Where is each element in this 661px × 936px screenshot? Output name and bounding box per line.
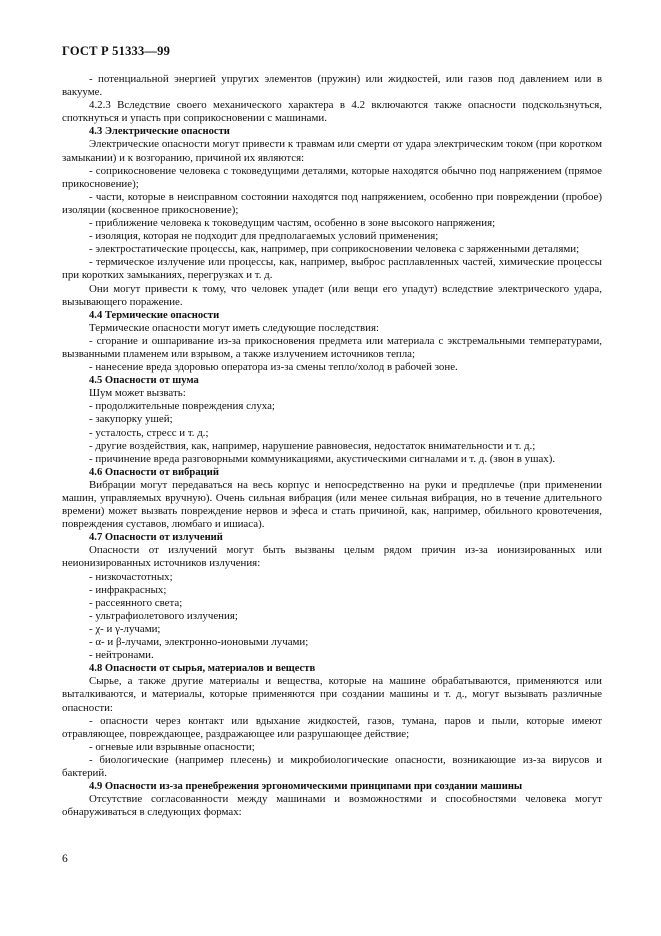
paragraph: Электрические опасности могут привести к травмам или смерти от удара электрическим током (при коротком замыкании) и к возгоранию, причиной их являются: [62,138,602,164]
paragraph: Они могут привести к тому, что человек упадет (или вещи его упадут) вследствие электрического удара, вызывающего поражение. [62,282,602,308]
paragraph: - продолжительные повреждения слуха; [89,400,275,413]
paragraph: - сгорание и ошпаривание из-за прикосновения предмета или материала с экстремальными температурами, вызванными пламенем или взрывом, а также излучением источников тепла; [62,334,602,360]
document-body [62,73,602,819]
paragraph: Вибрации могут передаваться на весь корпус и непосредственно на руки и предплечье (при применении машин, управляемых вручную). Очень сильная вибрация (или менее сильная вибрация, но в течение длительного времени) может вызвать повреждение нервов и эфеса и стать причиной, как, например, обильного кровотечения, повреждения суставов, люмбаго и ишиаса). [62,478,602,531]
section-heading: 4.7 Опасности от излучений [89,532,223,544]
section-heading: 4.9 Опасности из-за пренебрежения эргономическими принципами при создании машины [89,781,523,793]
section-heading: 4.8 Опасности от сырья, материалов и веществ [89,663,316,675]
paragraph: - усталость, стресс и т. д.; [89,426,209,439]
paragraph: Термические опасности могут иметь следующие последствия: [89,321,380,334]
paragraph: - рассеянного света; [89,596,183,609]
paragraph: - ультрафиолетового излучения; [89,609,238,622]
paragraph: - термическое излучение или процессы, как, например, выброс расплавленных частей, химические процессы при коротких замыканиях, перегрузках и т. д. [62,256,602,282]
paragraph: - причинение вреда разговорными коммуникациями, акустическими сигналами и т. д. (звон в ушах). [89,452,556,465]
paragraph: 4.2.3 Вследствие своего механического характера в 4.2 включаются также опасности подскользнуться, споткнуться и упасть при соприкосновении с машинами. [62,99,602,125]
paragraph: - изоляция, которая не подходит для предполагаемых условий применения; [89,230,439,243]
paragraph: - другие воздействия, как, например, нарушение равновесия, недостаток внимательности и т. д.; [89,439,536,452]
paragraph: - α- и β-лучами, электронно-ионовыми лучами; [89,636,309,649]
paragraph: - χ- и γ-лучами; [89,622,161,635]
paragraph: Шум может вызвать: [89,387,186,400]
paragraph: - огневые или взрывные опасности; [89,740,255,753]
paragraph: Сырье, а также другие материалы и вещества, которые на машине обрабатываются, применяются или выталкиваются, и материалы, которые применяются при создании машины и т. д., могут вызывать различные опасности: [62,675,602,714]
paragraph: Опасности от излучений могут быть вызваны целым рядом причин из-за ионизированных или неионизированных источников излучения: [62,544,602,570]
page-number: 6 [62,853,68,865]
paragraph: - приближение человека к токоведущим частям, особенно в зоне высокого напряжения; [89,217,496,230]
paragraph: - низкочастотных; [89,570,173,583]
paragraph: - нейтронами. [89,649,154,662]
standard-header: ГОСТ Р 51333—99 [62,44,171,58]
section-heading: 4.3 Электрические опасности [89,126,230,138]
section-heading: 4.6 Опасности от вибраций [89,466,219,478]
paragraph: Отсутствие согласованности между машинами и возможностями и способностями человека могут обнаруживаться в следующих формах: [62,793,602,819]
paragraph: - соприкосновение человека с токоведущими деталями, которые находятся обычно под напряжением (прямое прикосновение); [62,164,602,190]
section-heading: 4.5 Опасности от шума [89,375,199,387]
paragraph: - закупорку ушей; [89,413,173,426]
paragraph: - опасности через контакт или вдыхание жидкостей, газов, тумана, паров и пыли, которые имеют отравляющее, повреждающее, раздражающее или разрушающее действие; [62,714,602,740]
paragraph: - нанесение вреда здоровью оператора из-за смены тепло/холод в рабочей зоне. [89,361,458,374]
paragraph: - биологические (например плесень) и микробиологические опасности, возникающие из-за вирусов и бактерий. [62,753,602,779]
paragraph: - потенциальной энергией упругих элементов (пружин) или жидкостей, или газов под давлением или в вакууме. [62,73,602,99]
paragraph: - инфракрасных; [89,583,167,596]
paragraph: - части, которые в неисправном состоянии находятся под напряжением, особенно при повреждении (пробое) изоляции (косвенное прикосновение); [62,190,602,216]
section-heading: 4.4 Термические опасности [89,309,220,321]
paragraph: - электростатические процессы, как, например, при соприкосновении человека с заряженными деталями; [89,243,580,256]
